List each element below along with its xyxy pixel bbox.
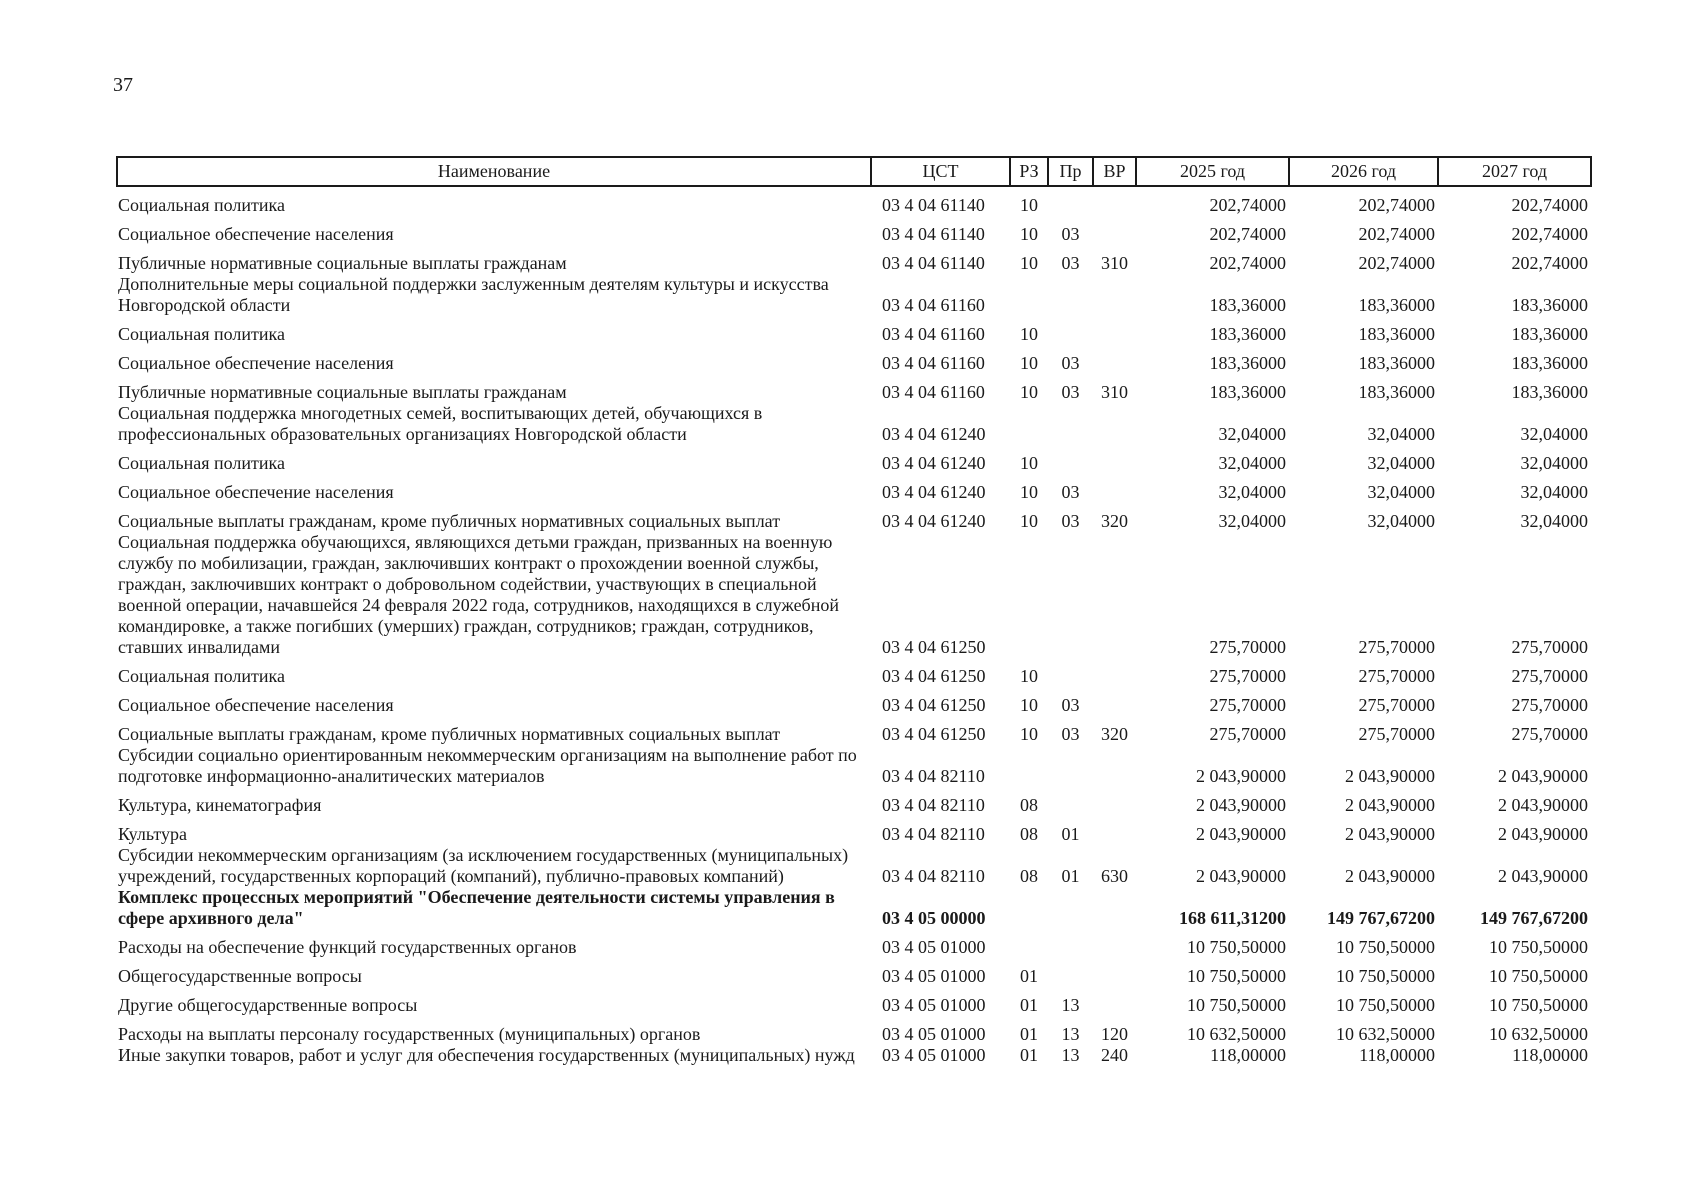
row-cst: 03 4 04 61240 bbox=[882, 482, 986, 502]
row-cst: 03 4 04 61160 bbox=[882, 295, 985, 315]
row-cst: 03 4 04 61140 bbox=[882, 224, 985, 244]
row-name: Общегосударственные вопросы bbox=[118, 966, 362, 986]
header-cst: ЦСТ bbox=[871, 157, 1010, 186]
row-pr bbox=[1048, 787, 1093, 816]
row-pr: 13 bbox=[1061, 1024, 1080, 1044]
row-rz: 10 bbox=[1020, 666, 1038, 686]
table-row bbox=[117, 787, 1591, 816]
row-amount-2026: 32,04000 bbox=[1367, 424, 1435, 444]
row-cst: 03 4 04 61160 bbox=[882, 382, 985, 402]
row-pr: 01 bbox=[1061, 824, 1080, 844]
row-cst: 03 4 04 82110 bbox=[882, 824, 985, 844]
row-vr: 320 bbox=[1101, 511, 1128, 531]
row-cst: 03 4 04 82110 bbox=[882, 795, 985, 815]
row-pr: 03 bbox=[1061, 724, 1080, 744]
row-amount-2026: 275,70000 bbox=[1358, 666, 1435, 686]
row-amount-2027: 183,36000 bbox=[1511, 295, 1588, 315]
row-rz: 10 bbox=[1020, 453, 1038, 473]
row-amount-2026: 2 043,90000 bbox=[1345, 866, 1435, 886]
table-row bbox=[117, 929, 1591, 958]
row-pr bbox=[1048, 316, 1093, 345]
row-amount-2025: 10 632,50000 bbox=[1187, 1024, 1286, 1044]
table-row bbox=[117, 445, 1591, 474]
header-row bbox=[117, 157, 1591, 186]
row-pr: 03 bbox=[1061, 353, 1080, 373]
row-rz: 10 bbox=[1020, 253, 1038, 273]
row-rz: 08 bbox=[1020, 866, 1038, 886]
row-amount-2025: 275,70000 bbox=[1209, 695, 1286, 715]
row-amount-2027: 183,36000 bbox=[1511, 353, 1588, 373]
table-row bbox=[117, 887, 1591, 929]
row-amount-2027: 183,36000 bbox=[1511, 324, 1588, 344]
row-amount-2026: 10 632,50000 bbox=[1336, 1024, 1435, 1044]
row-rz: 01 bbox=[1020, 1024, 1038, 1044]
row-amount-2027: 118,00000 bbox=[1512, 1045, 1588, 1065]
row-amount-2026: 275,70000 bbox=[1358, 695, 1435, 715]
row-cst: 03 4 04 61250 bbox=[882, 637, 986, 657]
table-row bbox=[117, 816, 1591, 845]
row-vr bbox=[1093, 274, 1136, 316]
row-cst: 03 4 05 01000 bbox=[882, 1024, 986, 1044]
row-rz bbox=[1010, 274, 1048, 316]
row-amount-2026: 2 043,90000 bbox=[1345, 824, 1435, 844]
header-2027: 2027 год bbox=[1438, 157, 1591, 186]
table-row bbox=[117, 186, 1591, 216]
row-vr bbox=[1093, 216, 1136, 245]
row-amount-2025: 2 043,90000 bbox=[1196, 795, 1286, 815]
row-amount-2026: 32,04000 bbox=[1367, 511, 1435, 531]
row-amount-2026: 10 750,50000 bbox=[1336, 966, 1435, 986]
row-name: Социальная поддержка обучающихся, являющихся детьми граждан, призванных на военную службу по мобилизации, граждан, заключивших контракт о прохождении военной службы, граждан, заключивших контракт о добровольном содействии, участвующих в специальной военной операции, начавшейся 24 февраля 2022 года, сотрудников, находящихся в служебной командировке, а также погибших (умерших) граждан, сотрудников; граждан, сотрудников, ставших инвалидами bbox=[118, 532, 839, 657]
row-name: Субсидии социально ориентированным некоммерческим организациям на выполнение работ по подготовке информационно-аналитических материалов bbox=[118, 745, 857, 786]
row-cst: 03 4 04 61140 bbox=[882, 253, 985, 273]
row-pr bbox=[1048, 532, 1093, 658]
table-row bbox=[117, 745, 1591, 787]
row-rz: 10 bbox=[1020, 511, 1038, 531]
table-row bbox=[117, 216, 1591, 245]
row-pr: 13 bbox=[1061, 995, 1080, 1015]
row-cst: 03 4 04 61160 bbox=[882, 353, 985, 373]
row-amount-2026: 183,36000 bbox=[1358, 382, 1435, 402]
row-amount-2026: 183,36000 bbox=[1358, 353, 1435, 373]
row-amount-2026: 202,74000 bbox=[1358, 195, 1435, 215]
row-amount-2026: 149 767,67200 bbox=[1327, 908, 1435, 928]
row-amount-2025: 2 043,90000 bbox=[1196, 766, 1286, 786]
row-vr bbox=[1093, 316, 1136, 345]
row-pr bbox=[1048, 403, 1093, 445]
row-name: Дополнительные меры социальной поддержки заслуженным деятелям культуры и искусства Новгородской области bbox=[118, 274, 829, 315]
row-pr: 01 bbox=[1061, 866, 1080, 886]
row-pr: 03 bbox=[1061, 253, 1080, 273]
row-cst: 03 4 04 61240 bbox=[882, 453, 986, 473]
row-vr bbox=[1093, 658, 1136, 687]
row-vr bbox=[1093, 929, 1136, 958]
row-amount-2027: 202,74000 bbox=[1511, 224, 1588, 244]
table-row bbox=[117, 958, 1591, 987]
row-rz: 10 bbox=[1020, 224, 1038, 244]
row-name: Культура bbox=[118, 824, 187, 844]
row-amount-2025: 168 611,31200 bbox=[1178, 908, 1286, 928]
row-amount-2027: 10 750,50000 bbox=[1489, 966, 1588, 986]
row-cst: 03 4 05 01000 bbox=[882, 966, 986, 986]
table-row bbox=[117, 274, 1591, 316]
header-2025: 2025 год bbox=[1136, 157, 1289, 186]
row-name: Социальная политика bbox=[118, 324, 285, 344]
row-name: Иные закупки товаров, работ и услуг для обеспечения государственных (муниципальных) нужд bbox=[118, 1045, 855, 1065]
row-pr bbox=[1048, 658, 1093, 687]
row-name: Социальные выплаты гражданам, кроме публичных нормативных социальных выплат bbox=[118, 724, 781, 744]
row-amount-2027: 275,70000 bbox=[1511, 695, 1588, 715]
row-amount-2025: 202,74000 bbox=[1209, 224, 1286, 244]
table-row bbox=[117, 503, 1591, 532]
row-vr bbox=[1093, 687, 1136, 716]
table-row bbox=[117, 1016, 1591, 1045]
row-amount-2027: 10 750,50000 bbox=[1489, 995, 1588, 1015]
row-amount-2026: 202,74000 bbox=[1358, 253, 1435, 273]
row-vr bbox=[1093, 532, 1136, 658]
row-pr: 03 bbox=[1061, 695, 1080, 715]
row-amount-2027: 275,70000 bbox=[1511, 637, 1588, 657]
row-cst: 03 4 04 61250 bbox=[882, 695, 986, 715]
table-row bbox=[117, 474, 1591, 503]
row-rz: 10 bbox=[1020, 324, 1038, 344]
row-rz bbox=[1010, 403, 1048, 445]
row-pr bbox=[1048, 887, 1093, 929]
row-amount-2025: 118,00000 bbox=[1210, 1045, 1286, 1065]
row-cst: 03 4 04 82110 bbox=[882, 866, 985, 886]
row-rz bbox=[1010, 745, 1048, 787]
row-cst: 03 4 05 01000 bbox=[882, 937, 986, 957]
row-cst: 03 4 04 61160 bbox=[882, 324, 985, 344]
header-rz: РЗ bbox=[1010, 157, 1048, 186]
row-amount-2027: 202,74000 bbox=[1511, 195, 1588, 215]
row-vr: 120 bbox=[1101, 1024, 1128, 1044]
row-amount-2027: 2 043,90000 bbox=[1498, 824, 1588, 844]
row-name: Социальное обеспечение населения bbox=[118, 224, 394, 244]
row-amount-2027: 32,04000 bbox=[1520, 482, 1588, 502]
row-cst: 03 4 04 61240 bbox=[882, 424, 986, 444]
row-amount-2025: 32,04000 bbox=[1218, 511, 1286, 531]
row-vr: 310 bbox=[1101, 253, 1128, 273]
row-cst: 03 4 05 01000 bbox=[882, 1045, 986, 1065]
row-amount-2025: 183,36000 bbox=[1209, 295, 1286, 315]
row-cst: 03 4 04 61250 bbox=[882, 666, 986, 686]
row-amount-2025: 10 750,50000 bbox=[1187, 966, 1286, 986]
row-amount-2025: 202,74000 bbox=[1209, 253, 1286, 273]
table-body bbox=[117, 186, 1591, 1066]
row-name: Субсидии некоммерческим организациям (за исключением государственных (муниципальных) учреждений, государственных корпораций (компаний), публично-правовых компаний) bbox=[118, 845, 849, 886]
header-2026: 2026 год bbox=[1289, 157, 1438, 186]
row-name: Социальные выплаты гражданам, кроме публичных нормативных социальных выплат bbox=[118, 511, 781, 531]
row-rz: 01 bbox=[1020, 995, 1038, 1015]
row-amount-2025: 183,36000 bbox=[1209, 382, 1286, 402]
row-cst: 03 4 04 61250 bbox=[882, 724, 986, 744]
row-vr bbox=[1093, 403, 1136, 445]
row-vr: 630 bbox=[1101, 866, 1128, 886]
row-amount-2027: 2 043,90000 bbox=[1498, 866, 1588, 886]
row-vr bbox=[1093, 186, 1136, 216]
table-row bbox=[117, 316, 1591, 345]
row-pr bbox=[1048, 186, 1093, 216]
row-rz: 01 bbox=[1020, 1045, 1038, 1065]
row-name: Культура, кинематография bbox=[118, 795, 322, 815]
row-cst: 03 4 04 61240 bbox=[882, 511, 986, 531]
row-amount-2026: 32,04000 bbox=[1367, 453, 1435, 473]
row-vr: 320 bbox=[1101, 724, 1128, 744]
row-vr bbox=[1093, 474, 1136, 503]
row-cst: 03 4 04 82110 bbox=[882, 766, 985, 786]
row-pr bbox=[1048, 929, 1093, 958]
row-vr bbox=[1093, 787, 1136, 816]
row-vr bbox=[1093, 345, 1136, 374]
header-vr: ВР bbox=[1093, 157, 1136, 186]
row-rz: 08 bbox=[1020, 824, 1038, 844]
row-amount-2026: 118,00000 bbox=[1359, 1045, 1435, 1065]
row-rz: 10 bbox=[1020, 482, 1038, 502]
row-pr bbox=[1048, 445, 1093, 474]
row-rz: 01 bbox=[1020, 966, 1038, 986]
row-vr bbox=[1093, 745, 1136, 787]
row-amount-2025: 275,70000 bbox=[1209, 666, 1286, 686]
row-vr bbox=[1093, 445, 1136, 474]
row-rz bbox=[1010, 929, 1048, 958]
row-amount-2026: 10 750,50000 bbox=[1336, 937, 1435, 957]
page-number: 37 bbox=[113, 74, 133, 96]
row-vr bbox=[1093, 887, 1136, 929]
budget-table bbox=[116, 156, 1592, 1066]
row-amount-2026: 10 750,50000 bbox=[1336, 995, 1435, 1015]
row-name: Социальное обеспечение населения bbox=[118, 695, 394, 715]
table-row bbox=[117, 1045, 1591, 1066]
row-amount-2025: 32,04000 bbox=[1218, 453, 1286, 473]
row-name: Другие общегосударственные вопросы bbox=[118, 995, 418, 1015]
table-row bbox=[117, 345, 1591, 374]
row-pr: 13 bbox=[1061, 1045, 1080, 1065]
row-rz bbox=[1010, 532, 1048, 658]
row-name: Социальное обеспечение населения bbox=[118, 353, 394, 373]
row-rz: 10 bbox=[1020, 195, 1038, 215]
row-amount-2025: 10 750,50000 bbox=[1187, 937, 1286, 957]
row-pr: 03 bbox=[1061, 382, 1080, 402]
row-name: Публичные нормативные социальные выплаты гражданам bbox=[118, 382, 567, 402]
row-vr bbox=[1093, 958, 1136, 987]
row-cst: 03 4 04 61140 bbox=[882, 195, 985, 215]
row-amount-2027: 32,04000 bbox=[1520, 424, 1588, 444]
row-rz: 10 bbox=[1020, 353, 1038, 373]
row-name: Комплекс процессных мероприятий "Обеспечение деятельности системы управления в сфере архивного дела" bbox=[118, 887, 835, 928]
row-amount-2027: 10 632,50000 bbox=[1489, 1024, 1588, 1044]
row-pr: 03 bbox=[1061, 511, 1080, 531]
row-rz: 10 bbox=[1020, 695, 1038, 715]
row-amount-2025: 183,36000 bbox=[1209, 324, 1286, 344]
row-pr: 03 bbox=[1061, 224, 1080, 244]
row-vr: 240 bbox=[1101, 1045, 1128, 1065]
row-amount-2027: 2 043,90000 bbox=[1498, 766, 1588, 786]
row-amount-2025: 275,70000 bbox=[1209, 724, 1286, 744]
header-pr: Пр bbox=[1048, 157, 1093, 186]
row-amount-2025: 202,74000 bbox=[1209, 195, 1286, 215]
row-name: Социальная политика bbox=[118, 453, 285, 473]
row-vr bbox=[1093, 987, 1136, 1016]
row-pr bbox=[1048, 745, 1093, 787]
row-amount-2027: 275,70000 bbox=[1511, 724, 1588, 744]
table-row bbox=[117, 374, 1591, 403]
table-row bbox=[117, 403, 1591, 445]
row-amount-2027: 149 767,67200 bbox=[1480, 908, 1588, 928]
row-pr bbox=[1048, 958, 1093, 987]
header-name: Наименование bbox=[117, 157, 871, 186]
table-row bbox=[117, 987, 1591, 1016]
row-pr bbox=[1048, 274, 1093, 316]
row-amount-2026: 2 043,90000 bbox=[1345, 795, 1435, 815]
row-amount-2027: 10 750,50000 bbox=[1489, 937, 1588, 957]
row-vr: 310 bbox=[1101, 382, 1128, 402]
table-row bbox=[117, 658, 1591, 687]
row-amount-2026: 275,70000 bbox=[1358, 724, 1435, 744]
row-amount-2025: 183,36000 bbox=[1209, 353, 1286, 373]
row-amount-2025: 10 750,50000 bbox=[1187, 995, 1286, 1015]
row-amount-2027: 2 043,90000 bbox=[1498, 795, 1588, 815]
row-rz: 10 bbox=[1020, 724, 1038, 744]
row-amount-2027: 32,04000 bbox=[1520, 453, 1588, 473]
row-vr bbox=[1093, 816, 1136, 845]
row-amount-2026: 202,74000 bbox=[1358, 224, 1435, 244]
row-amount-2026: 32,04000 bbox=[1367, 482, 1435, 502]
table-row bbox=[117, 245, 1591, 274]
row-name: Социальное обеспечение населения bbox=[118, 482, 394, 502]
row-rz: 08 bbox=[1020, 795, 1038, 815]
row-amount-2027: 202,74000 bbox=[1511, 253, 1588, 273]
row-amount-2025: 2 043,90000 bbox=[1196, 824, 1286, 844]
table-row bbox=[117, 716, 1591, 745]
row-cst: 03 4 05 00000 bbox=[882, 908, 986, 928]
row-name: Социальная поддержка многодетных семей, воспитывающих детей, обучающихся в профессиональных образовательных организациях Новгородской области bbox=[118, 403, 763, 444]
table-row bbox=[117, 845, 1591, 887]
row-amount-2026: 2 043,90000 bbox=[1345, 766, 1435, 786]
row-name: Социальная политика bbox=[118, 195, 285, 215]
row-rz: 10 bbox=[1020, 382, 1038, 402]
row-name: Публичные нормативные социальные выплаты гражданам bbox=[118, 253, 567, 273]
table-row bbox=[117, 532, 1591, 658]
row-amount-2026: 183,36000 bbox=[1358, 295, 1435, 315]
row-name: Социальная политика bbox=[118, 666, 285, 686]
row-name: Расходы на обеспечение функций государственных органов bbox=[118, 937, 577, 957]
row-rz bbox=[1010, 887, 1048, 929]
row-amount-2027: 275,70000 bbox=[1511, 666, 1588, 686]
row-amount-2025: 2 043,90000 bbox=[1196, 866, 1286, 886]
row-amount-2026: 183,36000 bbox=[1358, 324, 1435, 344]
row-name: Расходы на выплаты персоналу государственных (муниципальных) органов bbox=[118, 1024, 701, 1044]
row-pr: 03 bbox=[1061, 482, 1080, 502]
row-amount-2025: 32,04000 bbox=[1218, 424, 1286, 444]
row-amount-2027: 183,36000 bbox=[1511, 382, 1588, 402]
table-row bbox=[117, 687, 1591, 716]
row-amount-2027: 32,04000 bbox=[1520, 511, 1588, 531]
row-cst: 03 4 05 01000 bbox=[882, 995, 986, 1015]
row-amount-2025: 275,70000 bbox=[1209, 637, 1286, 657]
row-amount-2025: 32,04000 bbox=[1218, 482, 1286, 502]
row-amount-2026: 275,70000 bbox=[1358, 637, 1435, 657]
